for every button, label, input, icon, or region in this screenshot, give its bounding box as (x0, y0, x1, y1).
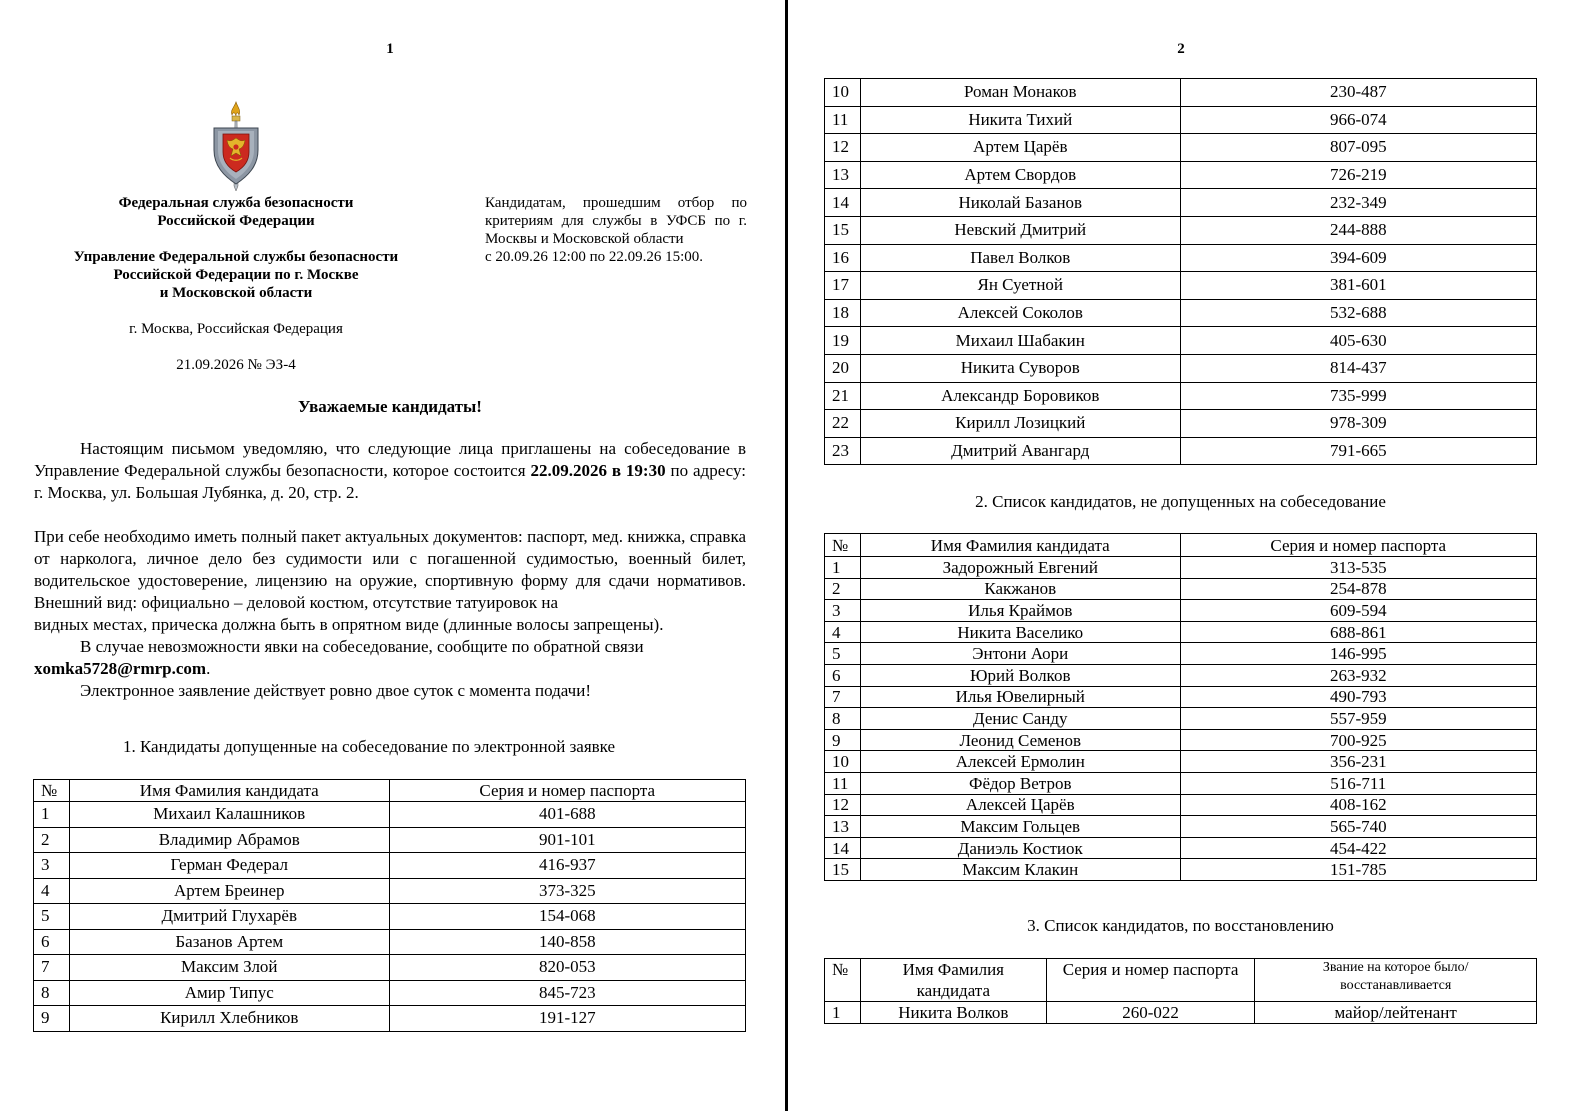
fsb-emblem-icon (208, 100, 264, 192)
cell-name: Илья Краймов (860, 600, 1180, 622)
cell-n: 8 (34, 980, 70, 1006)
table-row (825, 816, 1537, 838)
cell-name: Кирилл Лозицкий (860, 410, 1180, 438)
cell-name: Дмитрий Авангард (860, 437, 1180, 465)
cell-passport: 191-127 (389, 1006, 745, 1032)
cell-n: 2 (825, 578, 861, 600)
cell-passport: 490-793 (1180, 686, 1536, 708)
cell-name: Никита Васелико (860, 621, 1180, 643)
cell-n: 19 (825, 327, 861, 355)
table-row (825, 621, 1537, 643)
page-1 (0, 0, 786, 1111)
cell-n: 17 (825, 272, 861, 300)
cell-n: 15 (825, 216, 861, 244)
table-row (825, 729, 1537, 751)
table-row (825, 437, 1537, 465)
cell-passport: 966-074 (1180, 106, 1536, 134)
cell-passport: 978-309 (1180, 410, 1536, 438)
date-number: 21.09.2026 № ЭЗ-4 (176, 357, 296, 373)
table-row (825, 686, 1537, 708)
cell-n: 23 (825, 437, 861, 465)
col-header-rank-line-2: восстанавливается (1340, 978, 1452, 993)
col-header-num: № (34, 780, 70, 802)
cell-passport: 700-925 (1180, 729, 1536, 751)
cell-n: 16 (825, 244, 861, 272)
cell-n: 6 (34, 929, 70, 955)
page-number: 1 (386, 41, 394, 57)
list-2-title: 2. Список кандидатов, не допущенных на собеседование (975, 492, 1386, 511)
cell-passport: 845-723 (389, 980, 745, 1006)
cell-name: Денис Санду (860, 708, 1180, 730)
cell-passport: 146-995 (1180, 643, 1536, 665)
table-row (825, 794, 1537, 816)
cell-name: Никита Волков (860, 1002, 1046, 1024)
cell-passport: 807-095 (1180, 134, 1536, 162)
cell-passport: 263-932 (1180, 664, 1536, 686)
table-row (825, 643, 1537, 665)
cell-n: 14 (825, 837, 861, 859)
cell-n: 2 (34, 827, 70, 853)
cell-n: 12 (825, 134, 861, 162)
cell-name: Михаил Калашников (69, 802, 389, 828)
col-header-num: № (825, 959, 861, 1002)
table-row (825, 410, 1537, 438)
col-header-num: № (825, 534, 861, 557)
table-row (825, 299, 1537, 327)
cell-name: Артем Царёв (860, 134, 1180, 162)
interview-address: по адресу: г. Москва, ул. Большая Лубянка, д. 20, стр. 2. (34, 461, 746, 502)
cell-passport: 557-959 (1180, 708, 1536, 730)
cell-name: Никита Тихий (860, 106, 1180, 134)
cell-n: 13 (825, 816, 861, 838)
addressee-period: с 20.09.26 12:00 по 22.09.26 15:00. (485, 249, 704, 265)
cell-n: 7 (34, 955, 70, 981)
cell-name: Базанов Артем (69, 929, 389, 955)
cell-n: 5 (825, 643, 861, 665)
cell-passport: 232-349 (1180, 189, 1536, 217)
cell-n: 15 (825, 859, 861, 881)
table-header-row (825, 534, 1537, 557)
cell-passport: 140-858 (389, 929, 745, 955)
addressee-text: Кандидатам, прошедшим отбор по критериям для службы в УФСБ по г. Москвы и Московской области (485, 195, 747, 247)
list-3-title: 3. Список кандидатов, по восстановлению (1027, 916, 1334, 935)
cell-passport: 381-601 (1180, 272, 1536, 300)
cell-n: 6 (825, 664, 861, 686)
cell-passport: 373-325 (389, 878, 745, 904)
cell-passport: 416-937 (389, 853, 745, 879)
cell-passport: 401-688 (389, 802, 745, 828)
contact-email[interactable]: xomka5728@rmrp.com (34, 659, 207, 678)
cell-n: 8 (825, 708, 861, 730)
greeting: Уважаемые кандидаты! (298, 397, 482, 416)
cell-name: Николай Базанов (860, 189, 1180, 217)
table-row (825, 837, 1537, 859)
cell-name: Максим Гольцев (860, 816, 1180, 838)
cell-name: Невский Дмитрий (860, 216, 1180, 244)
cell-n: 11 (825, 106, 861, 134)
paragraph-invitation (34, 438, 746, 504)
table-row (825, 327, 1537, 355)
cell-name: Фёдор Ветров (860, 772, 1180, 794)
cell-name: Амир Типус (69, 980, 389, 1006)
cell-name: Ян Суетной (860, 272, 1180, 300)
cell-n: 12 (825, 794, 861, 816)
cell-name: Никита Суворов (860, 354, 1180, 382)
cell-n: 11 (825, 772, 861, 794)
table-row (825, 272, 1537, 300)
cell-passport: 154-068 (389, 904, 745, 930)
cell-n: 22 (825, 410, 861, 438)
col-header-name: Имя Фамилия кандидата (69, 780, 389, 802)
cell-n: 9 (34, 1006, 70, 1032)
table-row (825, 244, 1537, 272)
col-header-name: Имя Фамилия кандидата (860, 534, 1180, 557)
org-line-1: Федеральная служба безопасности (118, 195, 354, 211)
cell-passport: 726-219 (1180, 161, 1536, 189)
cell-n: 9 (825, 729, 861, 751)
table-row (34, 802, 746, 828)
cell-name: Дмитрий Глухарёв (69, 904, 389, 930)
cell-passport: 454-422 (1180, 837, 1536, 859)
table-row (34, 878, 746, 904)
cell-name: Алексей Ермолин (860, 751, 1180, 773)
cell-n: 3 (34, 853, 70, 879)
table-row (825, 354, 1537, 382)
rejected-candidates-table (824, 533, 1537, 881)
cell-passport: 230-487 (1180, 79, 1536, 107)
cell-name: Задорожный Евгений (860, 557, 1180, 579)
table-row (825, 161, 1537, 189)
cell-n: 1 (34, 802, 70, 828)
table-row (34, 929, 746, 955)
cell-passport: 151-785 (1180, 859, 1536, 881)
table-row (34, 827, 746, 853)
table-row (825, 708, 1537, 730)
cell-n: 10 (825, 751, 861, 773)
table-row (825, 382, 1537, 410)
cell-name: Илья Ювелирный (860, 686, 1180, 708)
cell-name: Юрий Волков (860, 664, 1180, 686)
organization-header (34, 194, 438, 374)
col-header-name (860, 959, 1046, 1002)
letter-body (34, 438, 746, 702)
table-row (825, 216, 1537, 244)
paragraph-documents: При себе необходимо иметь полный пакет актуальных документов: паспорт, мед. книжка, справка от нарколога, личное дело без судимости или с погашенной судимостью, военный билет, водительское удостоверение, лицензию на оружие, спортивную форму для сдачи нормативов. Внешний вид: официально – деловой костюм, отсутствие татуировок на (34, 527, 746, 612)
cell-passport: 254-878 (1180, 578, 1536, 600)
cell-passport: 735-999 (1180, 382, 1536, 410)
table-header-row (34, 780, 746, 802)
paragraph-email (34, 658, 746, 680)
cell-n: 18 (825, 299, 861, 327)
cell-passport: 405-630 (1180, 327, 1536, 355)
table-row (34, 980, 746, 1006)
cell-name: Александр Боровиков (860, 382, 1180, 410)
invitation-text: Настоящим письмом уведомляю, что следующие лица приглашены на собеседование в Управление Федеральной службы безопасности, которое состоится (34, 439, 746, 480)
table-row (825, 664, 1537, 686)
cell-n: 10 (825, 79, 861, 107)
cell-passport: 260-022 (1046, 1002, 1255, 1024)
dept-line-3: и Московской области (159, 285, 313, 301)
table-row (34, 853, 746, 879)
col-header-rank (1255, 959, 1537, 1002)
cell-passport: 244-888 (1180, 216, 1536, 244)
paragraph-contact: В случае невозможности явки на собеседование, сообщите по обратной связи (80, 637, 644, 656)
cell-passport: 609-594 (1180, 600, 1536, 622)
table-header-row (825, 959, 1537, 1002)
cell-passport: 688-861 (1180, 621, 1536, 643)
cell-name: Герман Федерал (69, 853, 389, 879)
cell-name: Алексей Соколов (860, 299, 1180, 327)
table-row (34, 904, 746, 930)
cell-name: Артем Свордов (860, 161, 1180, 189)
dept-line-2: Российской Федерации по г. Москве (113, 267, 359, 283)
cell-name: Какжанов (860, 578, 1180, 600)
cell-rank: майор/лейтенант (1255, 1002, 1537, 1024)
interview-datetime: 22.09.2026 в 19:30 (530, 461, 666, 480)
cell-name: Алексей Царёв (860, 794, 1180, 816)
cell-passport: 565-740 (1180, 816, 1536, 838)
table-row (825, 189, 1537, 217)
cell-n: 20 (825, 354, 861, 382)
page-2 (789, 0, 1578, 1111)
col-header-name-line-2: кандидата (916, 981, 990, 1000)
table-row (825, 79, 1537, 107)
col-header-rank-line-1: Звание на которое было/ (1322, 960, 1469, 975)
table-row (825, 1002, 1537, 1024)
cell-n: 1 (825, 1002, 861, 1024)
dept-line-1: Управление Федеральной службы безопасности (73, 249, 399, 265)
cell-passport: 408-162 (1180, 794, 1536, 816)
cell-passport: 356-231 (1180, 751, 1536, 773)
org-line-2: Российской Федерации (157, 213, 315, 229)
cell-name: Павел Волков (860, 244, 1180, 272)
cell-name: Даниэль Костиок (860, 837, 1180, 859)
cell-name: Леонид Семенов (860, 729, 1180, 751)
cell-n: 14 (825, 189, 861, 217)
cell-name: Максим Клакин (860, 859, 1180, 881)
admitted-candidates-table-continued (824, 78, 1537, 465)
table-row (825, 134, 1537, 162)
cell-passport: 516-711 (1180, 772, 1536, 794)
page-number: 2 (1177, 41, 1185, 57)
cell-n: 7 (825, 686, 861, 708)
cell-name: Михаил Шабакин (860, 327, 1180, 355)
cell-name: Энтони Аори (860, 643, 1180, 665)
paragraph-appearance: видных местах, прическа должна быть в опрятном виде (длинные волосы запрещены). (34, 615, 664, 634)
col-header-passport: Серия и номер паспорта (1180, 534, 1536, 557)
restored-candidates-table (824, 958, 1537, 1024)
city-line: г. Москва, Российская Федерация (129, 321, 343, 337)
cell-passport: 820-053 (389, 955, 745, 981)
table-row (825, 859, 1537, 881)
table-row (825, 578, 1537, 600)
cell-name: Владимир Абрамов (69, 827, 389, 853)
table-row (825, 600, 1537, 622)
addressee-block (485, 194, 747, 266)
cell-n: 3 (825, 600, 861, 622)
admitted-candidates-table (33, 779, 746, 1032)
cell-n: 5 (34, 904, 70, 930)
cell-name: Артем Бреинер (69, 878, 389, 904)
paragraph-validity: Электронное заявление действует ровно двое суток с момента подачи! (80, 681, 591, 700)
cell-name: Максим Злой (69, 955, 389, 981)
cell-passport: 313-535 (1180, 557, 1536, 579)
table-row (825, 751, 1537, 773)
cell-n: 4 (825, 621, 861, 643)
cell-passport: 791-665 (1180, 437, 1536, 465)
email-dot: . (206, 659, 211, 678)
cell-passport: 814-437 (1180, 354, 1536, 382)
table-row (825, 772, 1537, 794)
col-header-name-line-1: Имя Фамилия (902, 960, 1004, 979)
col-header-passport: Серия и номер паспорта (1046, 959, 1255, 1002)
cell-n: 1 (825, 557, 861, 579)
cell-n: 21 (825, 382, 861, 410)
cell-passport: 901-101 (389, 827, 745, 853)
cell-passport: 532-688 (1180, 299, 1536, 327)
table-row (825, 557, 1537, 579)
table-row (34, 955, 746, 981)
table-row (825, 106, 1537, 134)
table-row (34, 1006, 746, 1032)
cell-name: Роман Монаков (860, 79, 1180, 107)
cell-n: 13 (825, 161, 861, 189)
cell-passport: 394-609 (1180, 244, 1536, 272)
col-header-passport: Серия и номер паспорта (389, 780, 745, 802)
cell-name: Кирилл Хлебников (69, 1006, 389, 1032)
cell-n: 4 (34, 878, 70, 904)
list-1-title: 1. Кандидаты допущенные на собеседование по электронной заявке (122, 737, 616, 756)
